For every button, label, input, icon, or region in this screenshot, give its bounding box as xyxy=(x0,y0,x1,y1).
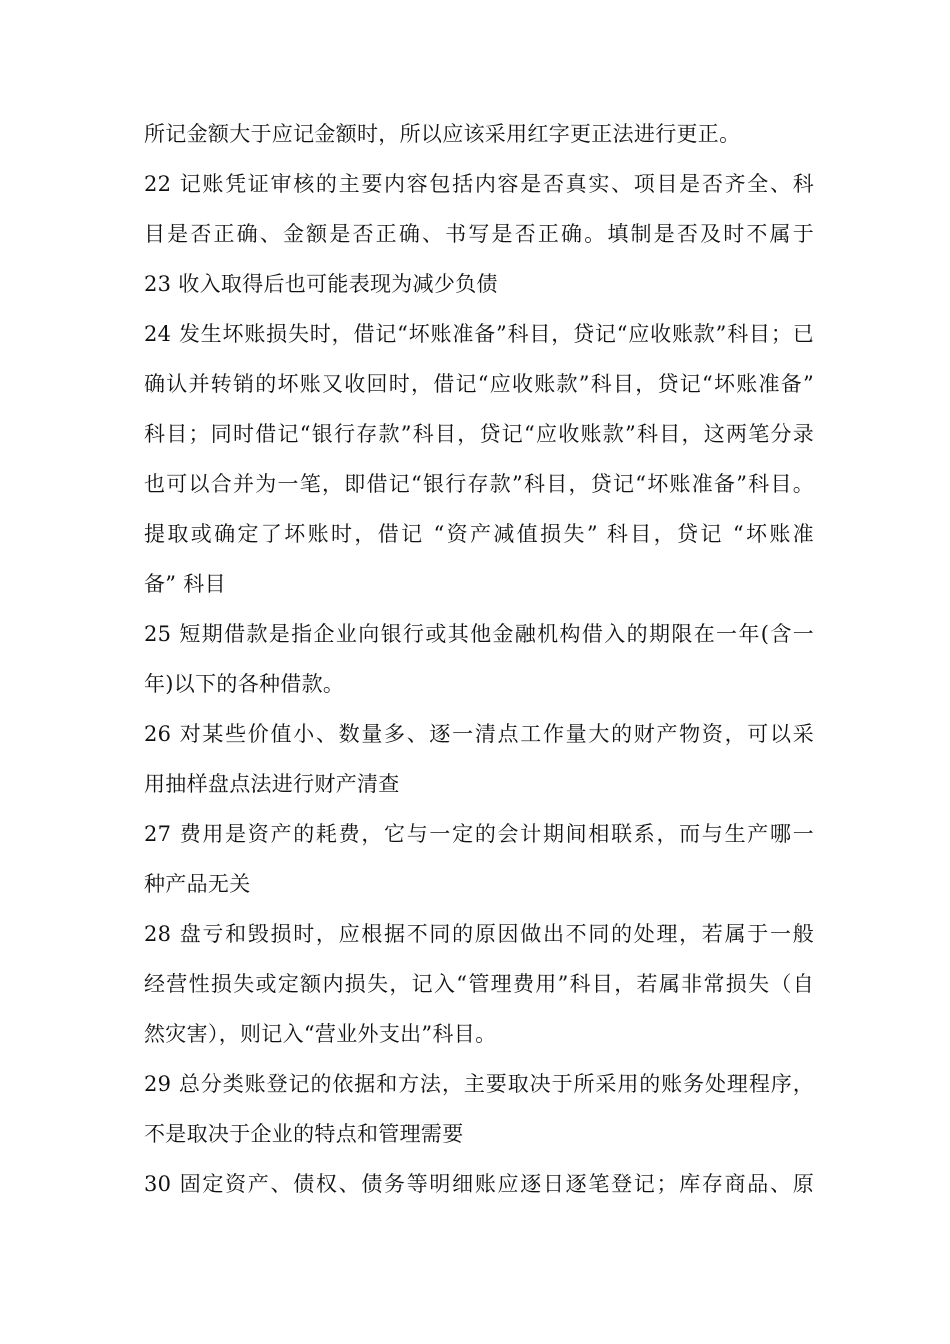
text-line: 24 发生坏账损失时，借记“坏账准备”科目，贷记“应收账款”科目；已 xyxy=(144,322,814,346)
text-line: 然灾害），则记入“营业外支出”科目。 xyxy=(144,1022,497,1046)
text-line: 30 固定资产、债权、债务等明细账应逐日逐笔登记；库存商品、原 xyxy=(144,1172,814,1196)
text-line: 22 记账凭证审核的主要内容包括内容是否真实、项目是否齐全、科 xyxy=(144,172,814,196)
text-line: 用抽样盘点法进行财产清查 xyxy=(144,772,400,796)
text-line: 26 对某些价值小、数量多、逐一清点工作量大的财产物资，可以采 xyxy=(144,722,814,746)
text-line: 目是否正确、金额是否正确、书写是否正确。填制是否及时不属于 xyxy=(144,222,814,246)
text-line: 经营性损失或定额内损失，记入“管理费用”科目，若属非常损失（自 xyxy=(144,972,814,996)
text-line: 提取或确定了坏账时，借记 “资产减值损失” 科目，贷记 “坏账准 xyxy=(144,522,814,546)
text-line: 不是取决于企业的特点和管理需要 xyxy=(144,1122,464,1146)
text-line: 确认并转销的坏账又收回时，借记“应收账款”科目，贷记“坏账准备” xyxy=(144,372,814,396)
text-line: 所记金额大于应记金额时，所以应该采用红字更正法进行更正。 xyxy=(144,122,741,146)
text-line: 23 收入取得后也可能表现为减少负债 xyxy=(144,272,498,296)
text-line: 25 短期借款是指企业向银行或其他金融机构借入的期限在一年(含一 xyxy=(144,622,814,646)
text-line: 年)以下的各种借款。 xyxy=(144,672,345,696)
text-line: 28 盘亏和毁损时，应根据不同的原因做出不同的处理，若属于一般 xyxy=(144,922,814,946)
text-line: 27 费用是资产的耗费，它与一定的会计期间相联系，而与生产哪一 xyxy=(144,822,814,846)
text-line: 29 总分类账登记的依据和方法，主要取决于所采用的账务处理程序， xyxy=(144,1072,814,1096)
text-line: 备” 科目 xyxy=(144,572,226,596)
text-line: 种产品无关 xyxy=(144,872,251,896)
text-line: 科目；同时借记“银行存款”科目，贷记“应收账款”科目，这两笔分录 xyxy=(144,422,814,446)
text-line: 也可以合并为一笔，即借记“银行存款”科目，贷记“坏账准备”科目。 xyxy=(144,472,814,496)
